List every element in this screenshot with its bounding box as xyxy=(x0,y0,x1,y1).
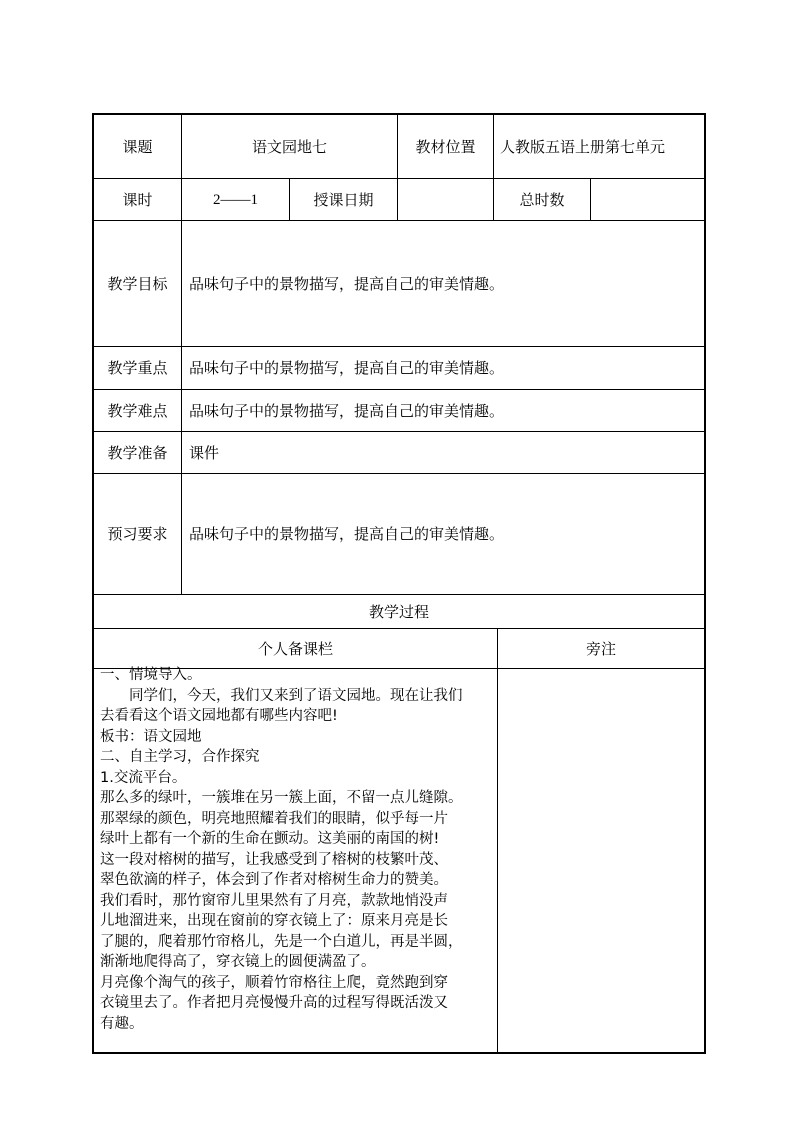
content-line: 月亮像个淘气的孩子，顺着竹帘格往上爬，竟然跑到穿 xyxy=(100,974,448,991)
prep-label: 教学准备 xyxy=(107,443,168,462)
position-label: 教材位置 xyxy=(415,137,476,156)
goal-label: 教学目标 xyxy=(107,274,168,293)
date-value xyxy=(398,179,493,220)
col-main-header: 个人备课栏 xyxy=(257,639,333,658)
preview-value: 品味句子中的景物描写，提高自己的审美情趣。 xyxy=(189,525,505,543)
content-line: 衣镜里去了。作者把月亮慢慢升高的过程写得既活泼又 xyxy=(100,995,448,1011)
content-line: 这一段对榕树的描写，让我感受到了榕树的枝繁叶茂、 xyxy=(100,851,448,868)
date-label: 授课日期 xyxy=(313,190,374,209)
col-note-header: 旁注 xyxy=(585,639,616,658)
period-value: 2——1 xyxy=(213,191,258,208)
content-line: 同学们，今天，我们又来到了语文园地。现在让我们 xyxy=(129,687,463,704)
process-title: 教学过程 xyxy=(368,602,429,621)
content-line: 1.交流平台。 xyxy=(100,769,187,786)
key-value: 品味句子中的景物描写，提高自己的审美情趣。 xyxy=(189,359,505,377)
total-label: 总时数 xyxy=(519,190,565,209)
column-divider xyxy=(497,628,498,1054)
preview-label: 预习要求 xyxy=(107,525,168,543)
content-line: 有趣。 xyxy=(100,1015,144,1032)
content-line: 一、情境导入。 xyxy=(100,667,202,683)
total-value xyxy=(591,179,704,220)
difficulty-value: 品味句子中的景物描写，提高自己的审美情趣。 xyxy=(189,401,505,420)
content-line: 那翠绿的颜色，明亮地照耀着我们的眼睛，似乎每一片 xyxy=(100,810,448,827)
content-line: 翠色欲滴的样子，体会到了作者对榕树生命力的赞美。 xyxy=(100,872,448,888)
content-line: 板书：语文园地 xyxy=(100,728,202,745)
period-label: 课时 xyxy=(122,190,153,209)
goal-value: 品味句子中的景物描写，提高自己的审美情趣。 xyxy=(189,274,505,293)
content-line: 渐渐地爬得高了，穿衣镜上的圆便满盈了。 xyxy=(100,954,376,970)
content-line: 二、自主学习，合作探究 xyxy=(100,749,260,765)
lesson-content xyxy=(100,665,494,1034)
prep-value: 课件 xyxy=(189,443,220,462)
content-line: 我们看时，那竹窗帘儿里果然有了月亮，款款地悄没声 xyxy=(100,892,448,909)
position-value: 人教版五语上册第七单元 xyxy=(500,137,666,156)
subject-label: 课题 xyxy=(122,137,153,156)
subject-value: 语文园地七 xyxy=(251,137,327,156)
content-line: 那么多的绿叶，一簇堆在另一簇上面，不留一点儿缝隙。 xyxy=(100,790,463,806)
content-line: 去看看这个语文园地都有哪些内容吧! xyxy=(100,708,338,724)
content-line: 绿叶上都有一个新的生命在颤动。这美丽的南国的树! xyxy=(100,831,440,847)
content-line: 了腿的，爬着那竹帘格儿，先是一个白道儿，再是半圆， xyxy=(100,933,463,950)
key-label: 教学重点 xyxy=(107,359,168,377)
difficulty-label: 教学难点 xyxy=(107,401,168,420)
content-line: 儿地溜进来，出现在窗前的穿衣镜上了：原来月亮是长 xyxy=(100,913,448,929)
side-note xyxy=(502,672,700,692)
